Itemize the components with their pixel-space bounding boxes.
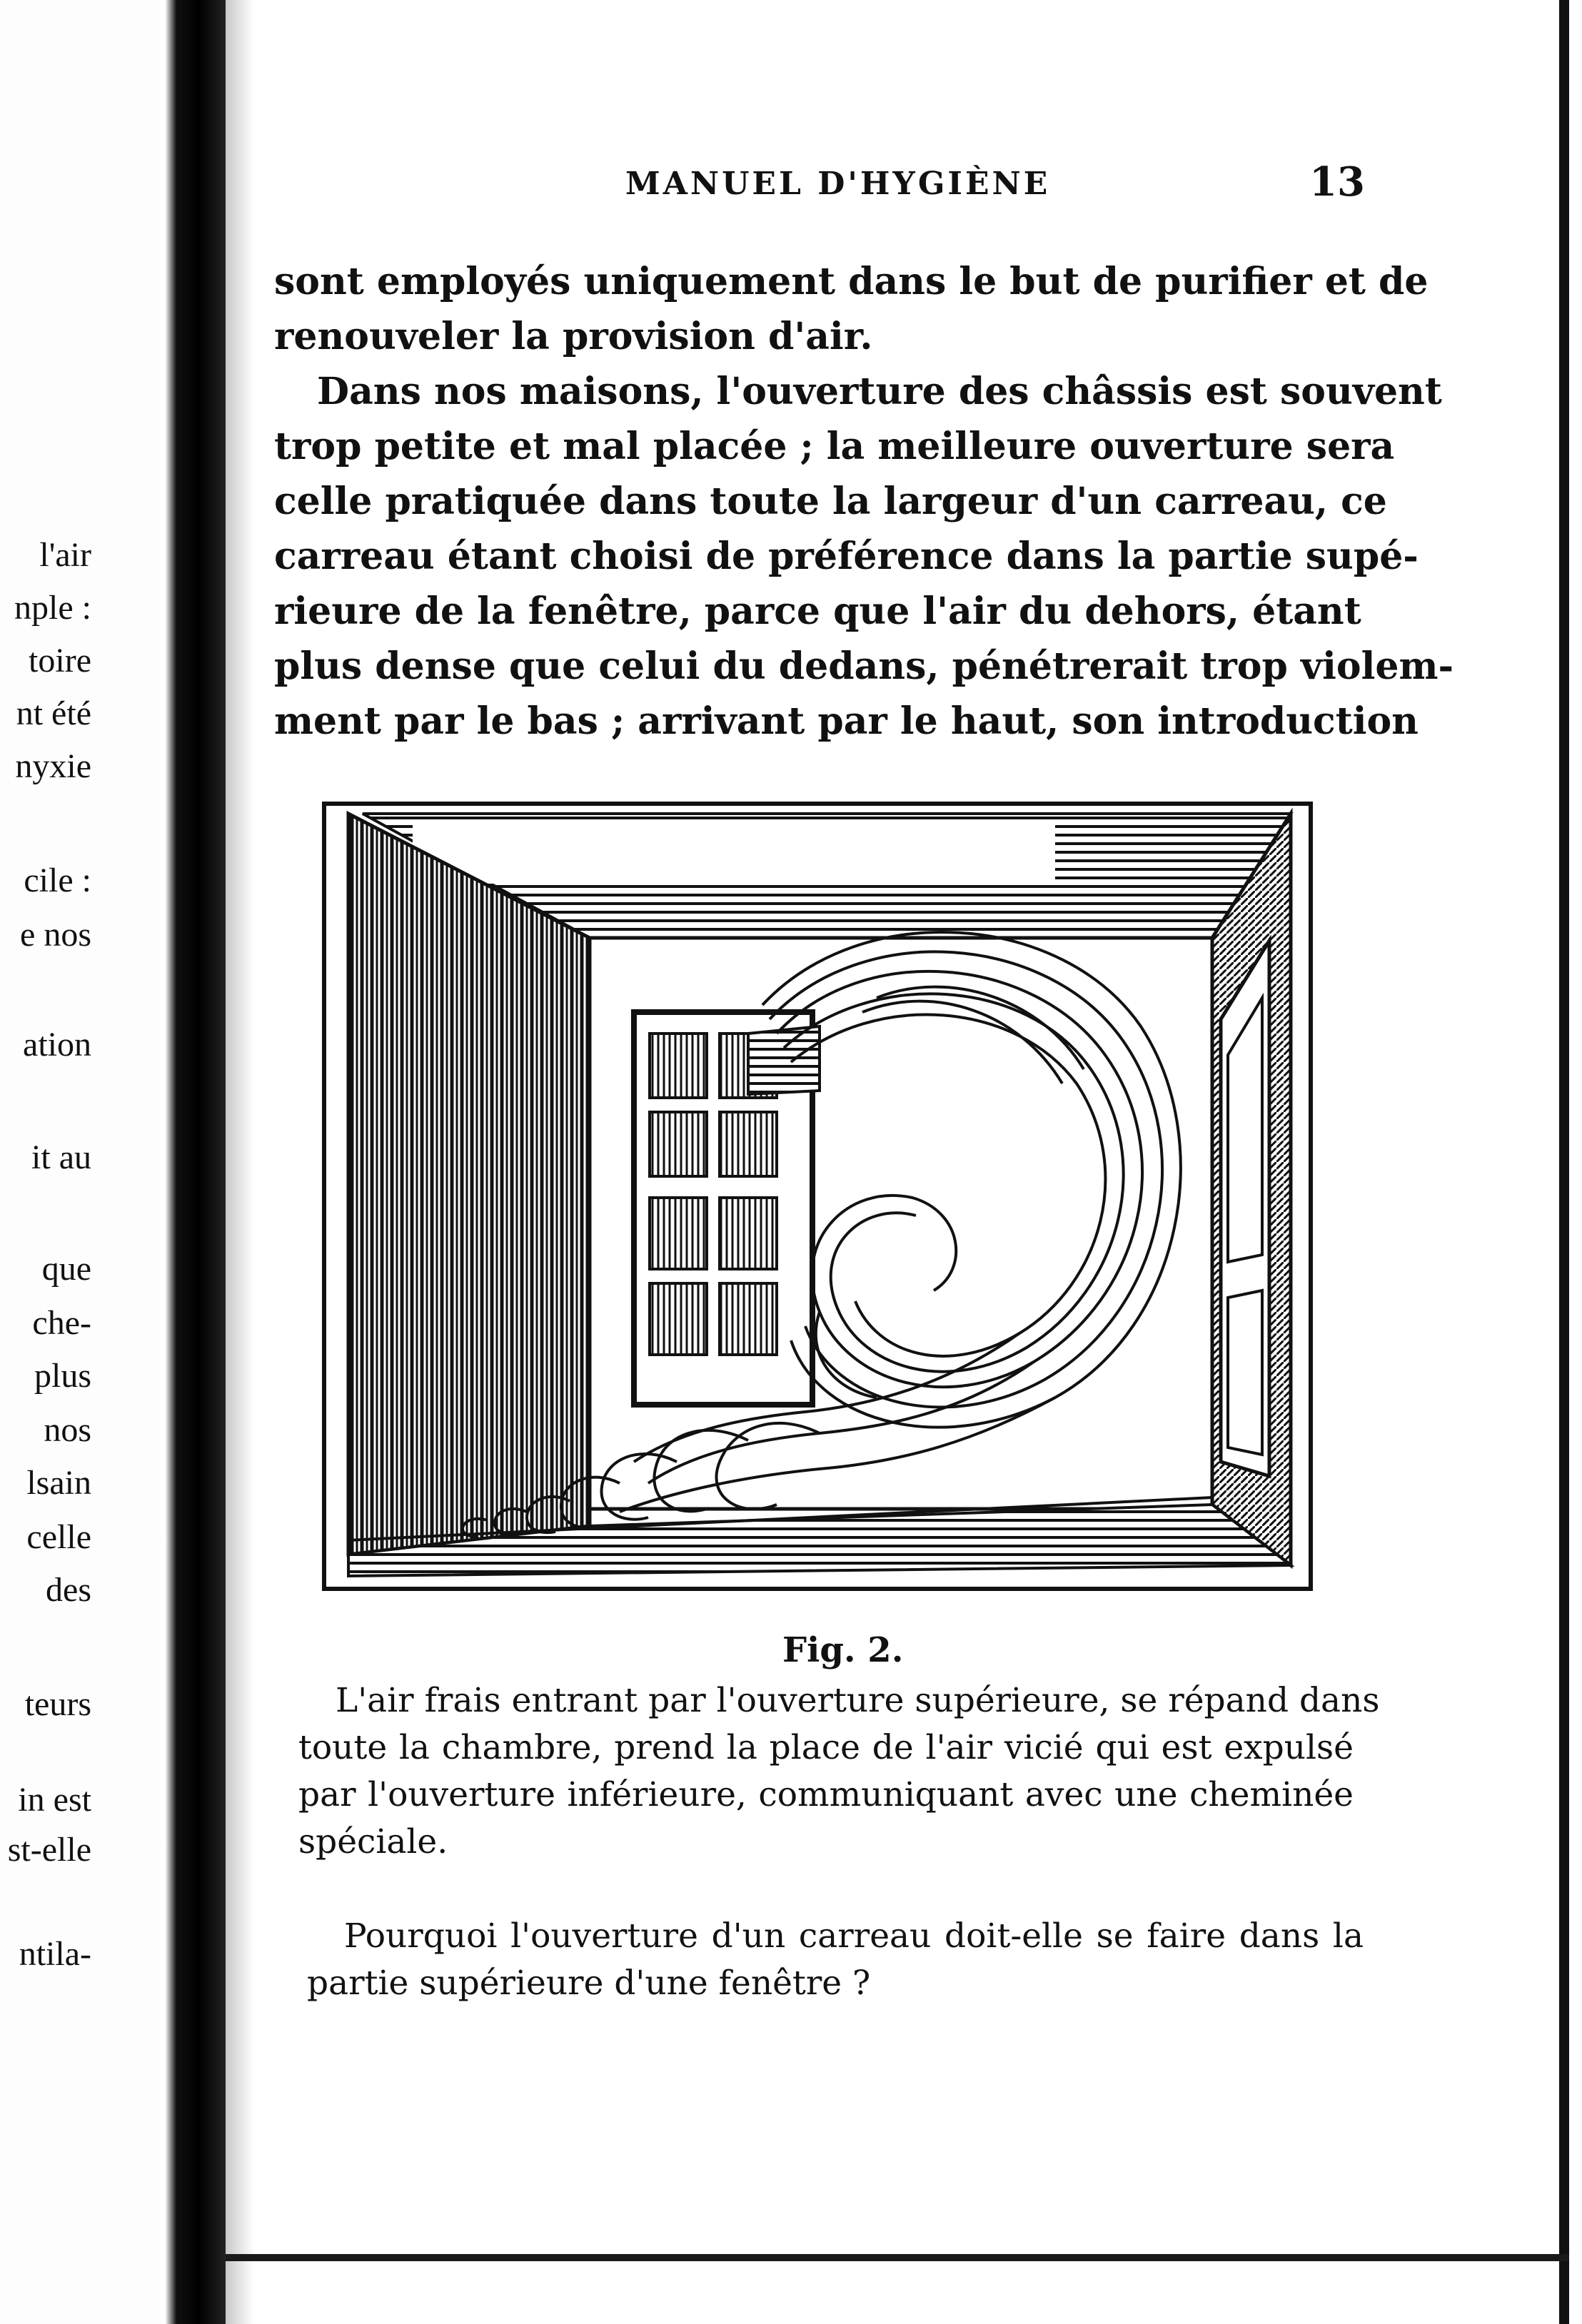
figure-caption	[298, 1677, 1380, 1866]
body-line: rieure de la fenêtre, parce que l'air du dehors, étant	[274, 590, 1361, 633]
left-fragment: lsain	[26, 1464, 91, 1502]
caption-line: par l'ouverture inférieure, communiquant avec une cheminée	[298, 1775, 1354, 1814]
left-fragment: plus	[34, 1357, 91, 1395]
page-edge-border	[1559, 0, 1569, 2324]
left-fragment: teurs	[24, 1685, 91, 1723]
left-fragment: ntila-	[19, 1935, 91, 1973]
page-bottom-edge	[226, 2254, 1569, 2261]
body-line: sont employés uniquement dans le but de purifier et de	[274, 260, 1429, 303]
body-line: celle pratiquée dans toute la largeur d'un carreau, ce	[274, 480, 1387, 523]
left-fragment: nt été	[16, 694, 91, 732]
body-line: carreau étant choisi de préférence dans la partie supé-	[274, 535, 1419, 578]
left-fragment: celle	[26, 1518, 91, 1556]
left-fragment: nple :	[14, 589, 91, 627]
left-fragment: nyxie	[15, 747, 91, 785]
book-gutter	[166, 0, 226, 2324]
caption-line: L'air frais entrant par l'ouverture supérieure, se répand dans	[336, 1681, 1380, 1720]
caption-line: toute la chambre, prend la place de l'air vicié qui est expulsé	[298, 1728, 1354, 1767]
body-line: renouveler la provision d'air.	[274, 315, 873, 358]
left-fragment: que	[41, 1250, 91, 1288]
question-line: partie supérieure d'une fenêtre ?	[307, 1964, 871, 2003]
left-fragment: cile :	[24, 862, 91, 899]
body-line: ment par le bas ; arrivant par le haut, son introduction	[274, 699, 1419, 743]
study-question	[307, 1913, 1364, 2007]
left-fragment: e nos	[20, 916, 91, 954]
left-fragment: des	[46, 1571, 91, 1609]
room-ventilation-illustration	[320, 798, 1319, 1596]
left-fragment: ation	[23, 1026, 91, 1064]
left-fragment: toire	[29, 642, 91, 679]
caption-line: spéciale.	[298, 1822, 448, 1861]
body-paragraphs	[274, 254, 1454, 749]
left-fragment: che-	[32, 1304, 91, 1342]
left-fragment: l'air	[39, 536, 91, 574]
gutter-shadow	[226, 0, 254, 2324]
body-line: trop petite et mal placée ; la meilleure ouverture sera	[274, 425, 1395, 468]
left-fragment: it au	[31, 1138, 91, 1176]
left-fragment: in est	[18, 1781, 91, 1819]
body-line: Dans nos maisons, l'ouverture des châssis est souvent	[317, 370, 1442, 413]
question-line: Pourquoi l'ouverture d'un carreau doit-elle se faire dans la	[344, 1916, 1364, 1956]
outer-margin	[1569, 0, 1582, 2324]
running-title: MANUEL D'HYGIÈNE	[625, 166, 1051, 202]
page-number: 13	[1309, 158, 1365, 206]
book-page	[254, 0, 1559, 2254]
figure-label: Fig. 2.	[782, 1630, 904, 1670]
left-fragment: st-elle	[7, 1831, 91, 1869]
left-facing-page	[0, 0, 166, 2324]
left-fragment: nos	[44, 1411, 91, 1449]
body-line: plus dense que celui du dedans, pénétrerait trop violem-	[274, 645, 1454, 688]
